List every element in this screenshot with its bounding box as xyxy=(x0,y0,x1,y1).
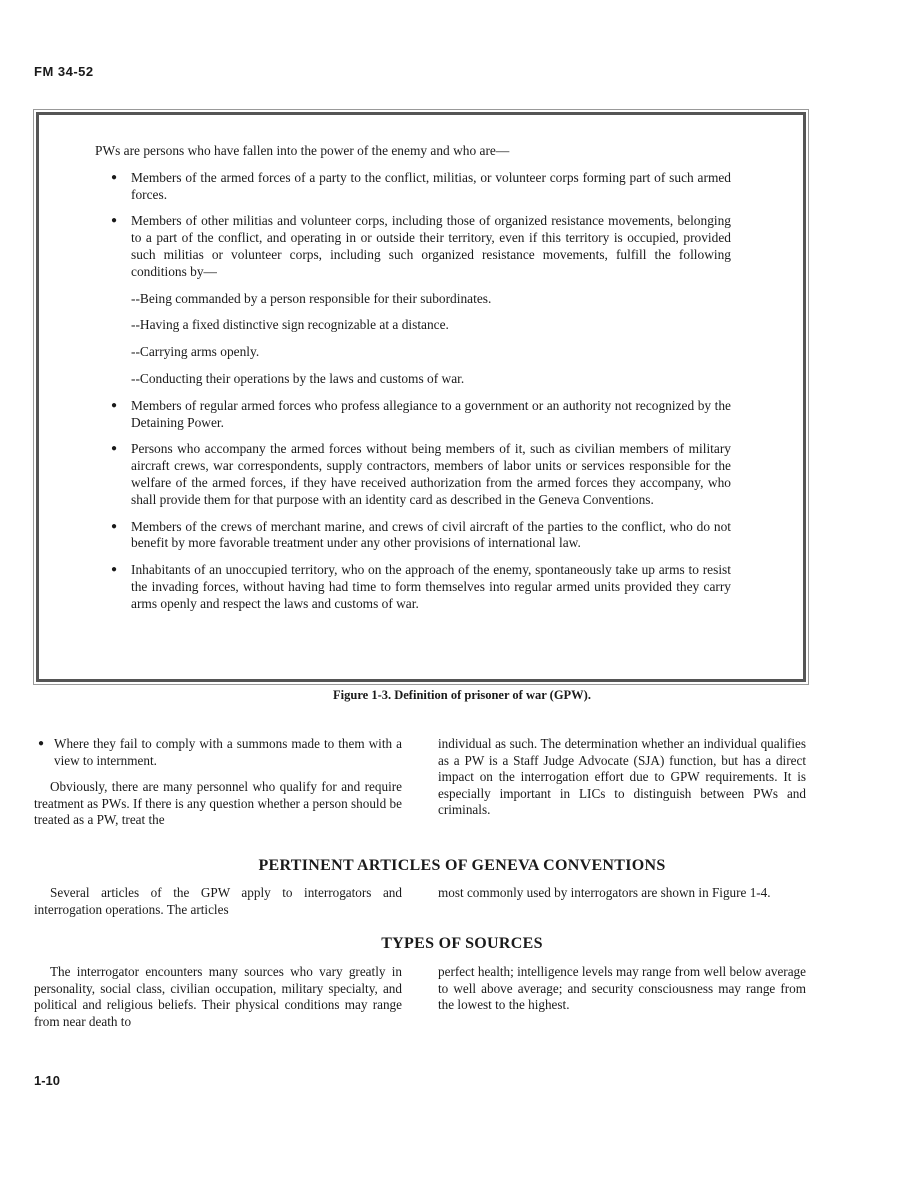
section-heading-sources: TYPES OF SOURCES xyxy=(381,935,543,952)
list-item: ● Members of the crews of merchant marine, and crews of civil aircraft of the parties to the conflict, who do not benefit by more favorable treatment under any other provisions of international law. xyxy=(111,518,731,551)
left-column-3 xyxy=(34,964,402,1036)
left-column-1 xyxy=(34,736,402,835)
bullet-icon: ● xyxy=(111,215,118,227)
figure-box xyxy=(36,112,806,682)
condition-item: --Having a fixed distinctive sign recognizable at a distance. xyxy=(131,317,449,333)
paragraph: Several articles of the GPW apply to interrogators and interrogation operations. The articles xyxy=(34,885,402,917)
bullet-icon: ● xyxy=(111,171,118,183)
bullet-paragraph: ● Where they fail to comply with a summons made to them with a view to internment. xyxy=(38,736,402,768)
list-item: ● Inhabitants of an unoccupied territory, who on the approach of the enemy, spontaneously take up arms to resist the invading forces, without having had time to form themselves into regular armed units provided they carry arms openly and respect the laws and customs of war. xyxy=(111,562,731,611)
paragraph: The interrogator encounters many sources who vary greatly in personality, social class, civilian occupation, military specialty, and political and religious beliefs. Their physical conditions may range from near death to xyxy=(34,964,402,1029)
bullet-icon: ● xyxy=(111,520,118,532)
list-item: ● Members of other militias and volunteer corps, including those of organized resistance movements, belonging to a part of the conflict, and operating in or outside their territory, even if this territory is occupied, provided such militias or volunteer corps, including such organized resistance movements, fulfill the following conditions by— xyxy=(111,213,731,279)
figure-intro: PWs are persons who have fallen into the power of the enemy and who are— xyxy=(95,143,510,158)
figure-list xyxy=(95,170,731,281)
right-column-2 xyxy=(438,885,806,908)
list-item: ● Persons who accompany the armed forces without being members of it, such as civilian members of military aircraft crews, war correspondents, supply contractors, members of labor units or services responsible for the welfare of the armed forces, if they have received authorization from the armed forces they accompany, who shall provide them for that purpose with an identity card as described in the Geneva Conventions. xyxy=(111,441,731,507)
conditions-list xyxy=(95,291,731,388)
paragraph: perfect health; intelligence levels may range from well below average to well above average; and security consciousness may range from the lowest to the highest. xyxy=(438,964,806,1012)
condition-item: --Being commanded by a person responsible for their subordinates. xyxy=(131,290,492,306)
bullet-icon: ● xyxy=(111,399,118,411)
figure-caption: Figure 1-3. Definition of prisoner of war (GPW). xyxy=(333,688,591,702)
page-number: 1-10 xyxy=(34,1073,61,1088)
document-id: FM 34-52 xyxy=(34,64,94,79)
right-column-1 xyxy=(438,736,806,825)
left-column-2 xyxy=(34,885,402,924)
right-column-3 xyxy=(438,964,806,1020)
figure-list xyxy=(95,398,731,613)
bullet-icon: ● xyxy=(38,738,45,749)
paragraph: Obviously, there are many personnel who qualify for and require treatment as PWs. If there is any question whether a person should be treated as a PW, treat the xyxy=(34,779,402,827)
list-item: ● Members of regular armed forces who profess allegiance to a government or an authority not recognized by the Detaining Power. xyxy=(111,397,731,430)
paragraph: most commonly used by interrogators are shown in Figure 1-4. xyxy=(438,885,771,900)
list-item: ● Members of the armed forces of a party to the conflict, militias, or volunteer corps forming part of such armed forces. xyxy=(111,169,731,202)
paragraph: individual as such. The determination whether an individual qualifies as a PW is a Staff Judge Advocate (SJA) function, but has a direct impact on the interrogation effort due to GPW requirements. It is especially important in LICs to distinguish between PWs and criminals. xyxy=(438,736,806,817)
section-heading-geneva: PERTINENT ARTICLES OF GENEVA CONVENTIONS xyxy=(258,857,666,874)
condition-item: --Conducting their operations by the laws and customs of war. xyxy=(131,370,465,386)
bullet-icon: ● xyxy=(111,564,118,576)
bullet-icon: ● xyxy=(111,443,118,455)
condition-item: --Carrying arms openly. xyxy=(131,344,260,360)
